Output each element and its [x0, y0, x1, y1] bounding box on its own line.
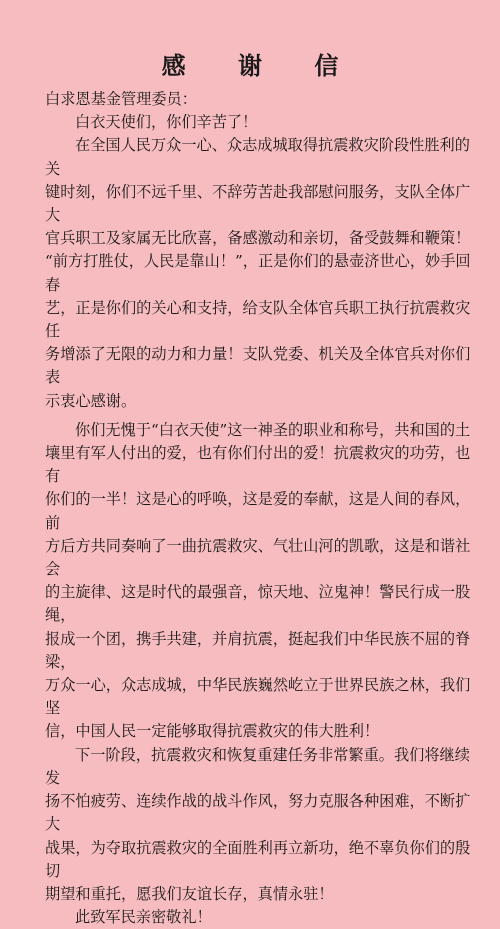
paragraph-line: 下一阶段，抗震救灾和恢复重建任务非常繁重。我们将继续发	[45, 745, 470, 787]
paragraph-line: 你们的一半！这是心的呼唤，这是爱的奉献，这是人间的春风，前	[45, 490, 471, 532]
paragraph-line: 战果，为夺取抗震救灾的全面胜利再立新功，绝不辜负你们的殷切	[45, 838, 471, 880]
paragraph-line: 方后方共同奏响了一曲抗震救灾、气壮山河的凯歌，这是和谐社会	[45, 536, 471, 579]
paragraph-line: 万众一心，众志成城，中华民族巍然屹立于世界民族之林，我们坚	[45, 676, 471, 718]
cut-off-line: 此致军民亲密敬礼！	[75, 908, 212, 927]
paragraph-line: 扬不怕疲劳、连续作战的战斗作风，努力克服各种困难，不断扩大	[45, 792, 471, 834]
paragraph-line: 壤里有军人付出的爱，也有你们付出的爱！抗震救灾的功劳，也有	[45, 444, 471, 486]
paragraph-line: 在全国人民万众一心、众志成城取得抗震救灾阶段性胜利的关	[45, 136, 470, 178]
paragraph-3	[45, 744, 475, 906]
paragraph-line: 务增添了无限的动力和力量！支队党委、机关及全体官兵对你们表	[45, 345, 471, 387]
salutation: 白求恩基金管理委员：	[45, 90, 197, 108]
paragraph-2	[45, 419, 475, 744]
letter-title: 感 谢 信	[161, 52, 361, 80]
paragraph-line: 期望和重托，愿我们友谊长存，真情永驻！	[45, 884, 334, 903]
paragraph-line: 的主旋律、这是时代的最强音，惊天地、泣鬼神！警民行成一股绳，	[45, 583, 471, 625]
paragraph-line: 示衷心感谢。	[45, 391, 137, 410]
paragraph-line: 艺，正是你们的关心和支持，给支队全体官兵职工执行抗震救灾任	[45, 298, 471, 341]
paragraph-line: 信，中国人民一定能够取得抗震救灾的伟大胜利！	[45, 722, 380, 741]
letter-body	[45, 88, 475, 927]
paragraph-1	[45, 134, 475, 412]
paragraph-line: “前方打胜仗，人民是靠山！”，正是你们的悬壶济世心，妙手回春	[45, 252, 471, 294]
paragraph-line: 报成一个团，携手共建，并肩抗震，挺起我们中华民族不屈的脊梁，	[45, 629, 471, 671]
paragraph-line: 官兵职工及家属无比欣喜，备感激动和亲切，备受鼓舞和鞭策！	[45, 229, 471, 248]
greeting: 白衣天使们，你们辛苦了！	[75, 113, 258, 132]
paragraph-line: 你们无愧于“白衣天使”这一神圣的职业和称号，共和国的土	[75, 420, 471, 439]
paragraph-line: 键时刻，你们不远千里、不辞劳苦赴我部慰问服务，支队全体广大	[45, 182, 471, 225]
